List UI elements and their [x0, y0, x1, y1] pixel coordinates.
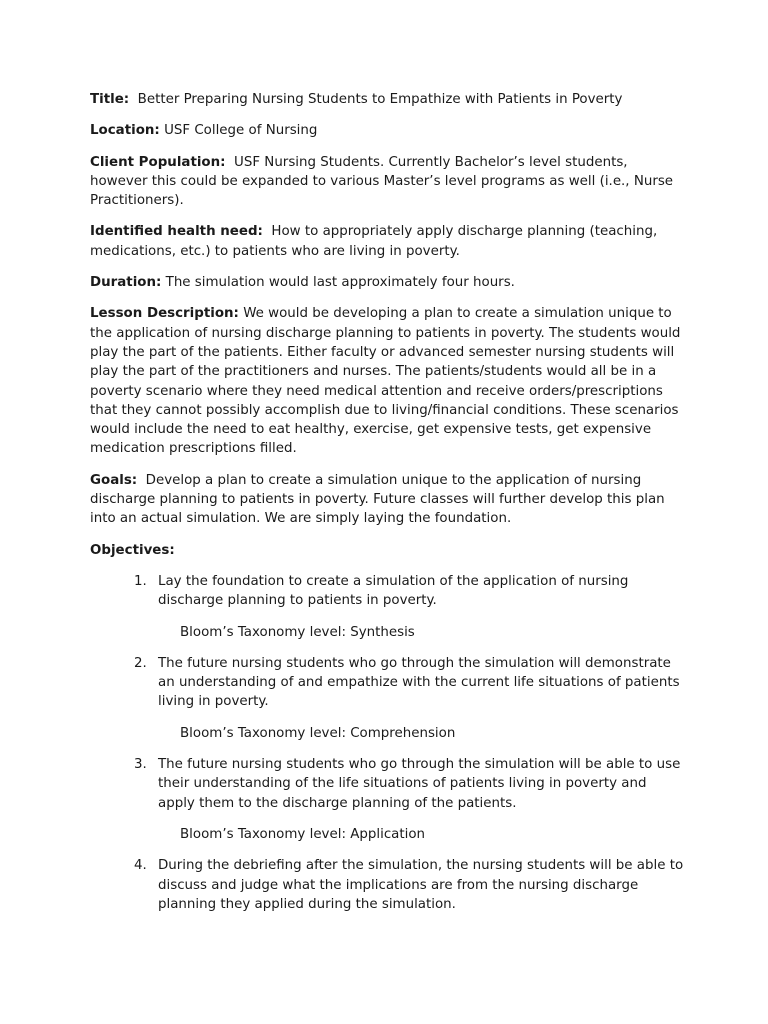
- objective-number: 1.: [134, 573, 147, 589]
- objective-number: 2.: [134, 655, 147, 671]
- goals-paragraph: [90, 471, 684, 529]
- lesson-description-label: Lesson Description:: [90, 306, 239, 322]
- duration-value: The simulation would last approximately four hours.: [165, 275, 515, 291]
- title-label: Title:: [90, 92, 130, 107]
- client-population-label: Client Population:: [90, 154, 226, 170]
- objective-item-1: [90, 572, 684, 642]
- location-label: Location:: [90, 123, 160, 139]
- goals-value: Develop a plan to create a simulation unique to the application of nursing discharge planning to patients in poverty. Future classes will further develop this plan into an actual simulation. We are simply laying the foundation.: [90, 472, 665, 527]
- duration-paragraph: [90, 273, 684, 292]
- client-population-paragraph: [90, 153, 684, 211]
- client-population-value: USF Nursing Students. Currently Bachelor’s level students, however this could be expanded to various Master’s level programs as well (i.e., Nurse Practitioners).: [90, 154, 674, 209]
- lesson-description-paragraph: [90, 304, 684, 458]
- objective-item-3: [90, 755, 684, 844]
- objective-number: 4.: [134, 858, 147, 874]
- objective-item-4: [90, 856, 684, 914]
- title-value: Better Preparing Nursing Students to Empathize with Patients in Poverty: [137, 92, 623, 107]
- duration-label: Duration:: [90, 275, 162, 291]
- document-page: [90, 90, 684, 926]
- title-paragraph: [90, 90, 684, 109]
- bloom-level: Bloom’s Taxonomy level: Synthesis: [180, 624, 415, 640]
- objective-text: Lay the foundation to create a simulation of the application of nursing discharge planning to patients in poverty.: [158, 573, 629, 609]
- objectives-list: [90, 572, 684, 914]
- bloom-level: Bloom’s Taxonomy level: Comprehension: [180, 725, 456, 741]
- health-need-label: Identified health need:: [90, 224, 263, 240]
- objective-text: During the debriefing after the simulation, the nursing students will be able to discuss and judge what the implications are from the nursing discharge planning they applied during the simulation.: [158, 858, 684, 912]
- lesson-description-value: We would be developing a plan to create a simulation unique to the application of nursing discharge planning to patients in poverty. The students would play the part of the patients. Either faculty or advanced semester nursing students will play the part of the practitioners and nurses. The patients/students would all be in a poverty scenario where they need medical attention and receive orders/prescriptions that they cannot possibly accomplish due to living/financial conditions. These scenarios would include the need to eat healthy, exercise, get expensive tests, get expensive medication prescriptions filled.: [90, 306, 681, 457]
- objective-item-2: [90, 654, 684, 743]
- health-need-value: How to appropriately apply discharge planning (teaching, medications, etc.) to patients who are living in poverty.: [90, 224, 658, 259]
- health-need-paragraph: [90, 222, 684, 261]
- goals-label: Goals:: [90, 472, 138, 488]
- bloom-level: Bloom’s Taxonomy level: Application: [180, 826, 426, 842]
- objectives-heading: Objectives:: [90, 542, 175, 558]
- location-paragraph: [90, 121, 684, 140]
- objective-text: The future nursing students who go through the simulation will demonstrate an understanding of and empathize with the current life situations of patients living in poverty.: [158, 655, 680, 710]
- objective-text: The future nursing students who go through the simulation will be able to use their understanding of the life situations of patients living in poverty and apply them to the discharge planning of the patients.: [158, 757, 681, 811]
- objective-number: 3.: [134, 757, 147, 773]
- location-value: USF College of Nursing: [164, 123, 318, 139]
